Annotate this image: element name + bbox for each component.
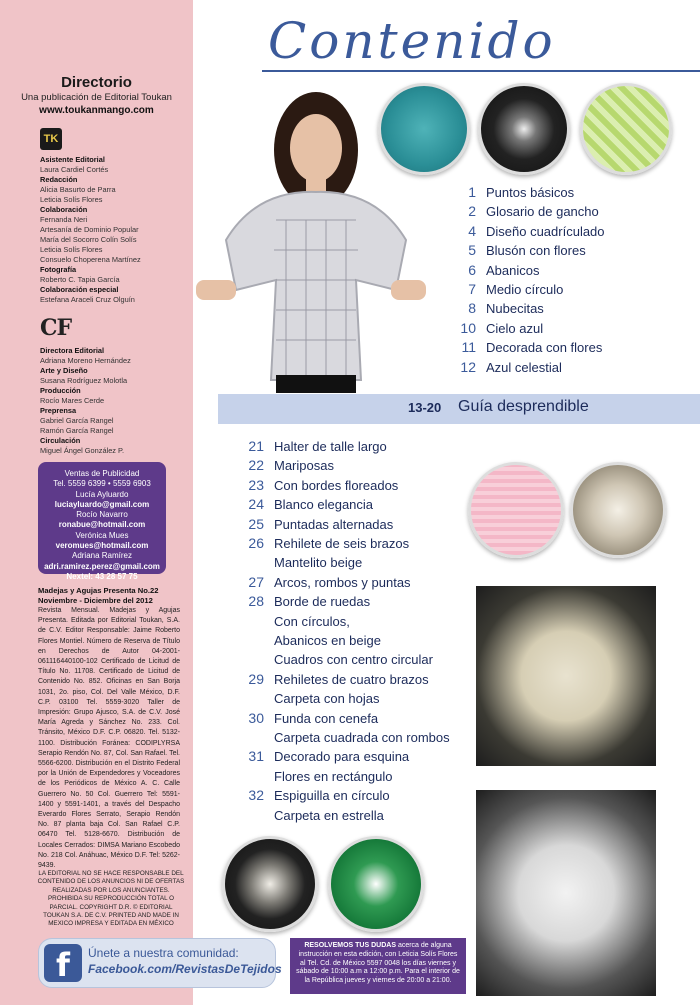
- ads-line: Ventas de Publicidad: [64, 469, 140, 478]
- staff-role: Asistente Editorial: [40, 155, 105, 164]
- staff-name: Laura Cardiel Cortés: [40, 165, 109, 174]
- swatch-teal: [378, 83, 470, 175]
- toc-page-number: 29: [248, 670, 264, 687]
- toc-title: Carpeta en estrella: [274, 807, 384, 823]
- toc-page-number: 12: [460, 358, 476, 375]
- staff-name: Ramón García Rangel: [40, 426, 114, 435]
- toc-title: Mantelito beige: [274, 555, 363, 571]
- ads-email[interactable]: adri.ramirez.perez@gmail.com: [44, 561, 160, 571]
- toc-title: Puntadas alternadas: [274, 516, 394, 532]
- ads-line: Nextel: 43 28 57 75: [66, 571, 138, 581]
- swatch-black-white: [478, 83, 570, 175]
- staff-role: Circulación: [40, 436, 81, 445]
- toc-title: Borde de ruedas: [274, 594, 371, 610]
- toc-title: Cuadros con centro circular: [274, 652, 433, 668]
- cf-logo: CF: [40, 315, 72, 341]
- toc-title: Glosario de gancho: [486, 204, 599, 220]
- swatch-round-doily: [222, 836, 318, 932]
- staff-role: Preprensa: [40, 406, 77, 415]
- toc-page-number: 25: [248, 515, 264, 532]
- toc-title: Mariposas: [274, 458, 334, 474]
- issue-date: Noviembre - Diciembre del 2012: [38, 595, 153, 605]
- doily-photo-1: [476, 586, 656, 766]
- ads-line: Lucía Ayluardo: [75, 489, 129, 499]
- facebook-line1: Únete a nuestra comunidad:: [88, 946, 239, 960]
- toc-title: Cielo azul: [486, 320, 544, 336]
- ads-line: Adriana Ramírez: [71, 551, 133, 561]
- page-title: Contenido: [268, 12, 556, 70]
- swatch-green-white: [328, 836, 424, 932]
- staff-name: Susana Rodríguez Molotla: [40, 376, 128, 385]
- toc-title: Blusón con flores: [486, 243, 586, 259]
- staff-name: Leticia Solís Flores: [40, 195, 103, 204]
- arm-right: [391, 280, 426, 300]
- toc-page-number: 7: [468, 281, 476, 297]
- toc-title: Rehilete de seis brazos: [274, 536, 410, 551]
- arm-left: [196, 280, 236, 300]
- face-shape: [290, 114, 342, 182]
- staff-name: Fernanda Neri: [40, 215, 88, 224]
- title-underline: [262, 70, 700, 72]
- directory-title: Directorio: [61, 74, 132, 91]
- toc-page-number: 24: [248, 496, 264, 513]
- ads-email[interactable]: luciayluardo@gmail.com: [54, 499, 150, 509]
- guide-label[interactable]: Guía desprendible: [458, 398, 589, 415]
- help-title: RESOLVEMOS TUS DUDAS: [304, 942, 396, 949]
- issue-info: [38, 586, 180, 605]
- guide-number: 13-20: [408, 400, 442, 415]
- staff-name: Miguel Ángel González P.: [40, 446, 125, 455]
- disclaimer-text: LA EDITORIAL NO SE HACE RESPONSABLE DEL CONTENIDO DE LOS ANUNCIOS NI DE OFERTAS REALIZADAS POR LOS ANUNCIANTES. PROHIBIDA SU REPRODUCCIÓN TOTAL O PARCIAL. COPYRIGHT D.R. © EDITORIAL TOUKAN S.A. DE C.V. PRINTED AND MADE IN MEXICO IMPRESA Y EDITADA EN MÉXICO: [37, 870, 185, 928]
- staff-role: Directora Editorial: [40, 346, 105, 355]
- staff-role: Producción: [40, 386, 81, 395]
- toc-page-number: 23: [248, 476, 264, 493]
- toc-title: Funda con cenefa: [274, 710, 379, 726]
- legal-text: Revista Mensual. Madejas y Agujas Presenta. Editada por Editorial Toukan, S.A. de C.V. Editor Responsable: Jaime Roberto Flores Montiel. Número de Reserva de Título en Derechos de Autor 04-2001-061116440100-102 Certificado de Licitud de Título No. 11708. Certificado de Licitud de Contenido No. 852. Oficinas en San Borja 1031, 2o. piso, Col. Del Valle México, D.F. C.P. 03100 Tel. 5559-3020 Taller de Impresión: Grupo Ajusco, S.A. de C.V. José María Agreda y Sánchez No. 233. Col. Tránsito, México D.F. C.P. 06820. Tel. 5132-1100. Distribución Foránea: CODIPLYRSA Serapio Rendón No. 87, Col. San Rafael. Tel. 5566-6200. Distribución en el Distrito Federal por la Unión de Expendedores y Voceadores de los Periódicos de México A. C. Calle Guerrero No. 50 Col. Guerrero Tel: 5591-1400 y 5591-1401, a través del Despacho Everardo Flores Serrato, Serapio Rendón No. 87 planta baja Col. San Rafael C.P. 06470 Tel. 5128-6670. Distribución de Locales Cerrados: DIMSA Mariano Escobedo No. 218 Col. Anáhuac, México D.F. Tel: 5262-9439.: [38, 607, 180, 870]
- toc-page-number: 27: [248, 573, 264, 590]
- toc-title: Rehiletes de cuatro brazos: [274, 671, 429, 687]
- toc-title: Medio círculo: [486, 282, 564, 297]
- ads-line: Rocío Navarro: [76, 510, 128, 520]
- swatch-doily: [570, 462, 666, 558]
- ads-line: Verónica Mues: [75, 530, 129, 540]
- toukan-logo: TK: [40, 128, 62, 150]
- staff-role: Colaboración especial: [40, 285, 119, 294]
- issue-number: Madejas y Agujas Presenta No.22: [38, 586, 159, 595]
- staff-name: Adriana Moreno Hernández: [40, 356, 131, 365]
- toc-page-number: 31: [248, 748, 264, 765]
- toc-page-number: 8: [468, 300, 476, 317]
- toc-title: Diseño cuadrículado: [486, 223, 605, 239]
- toc-title: Espiguilla en círculo: [274, 788, 390, 804]
- toc-page-number: 6: [468, 261, 476, 278]
- toc-title: Decorada con flores: [486, 340, 603, 356]
- toc-page-number: 10: [460, 319, 476, 336]
- staff-name: Roberto C. Tapia García: [40, 275, 120, 284]
- toc-title: Nubecitas: [486, 301, 544, 317]
- toc-page-number: 22: [248, 457, 264, 474]
- staff-name: Consuelo Choperena Martínez: [40, 255, 141, 264]
- staff-name: Leticia Solís Flores: [40, 245, 103, 254]
- staff-list-2: [40, 346, 190, 456]
- toc-title: Carpeta cuadrada con rombos: [274, 730, 450, 745]
- toc-title: Abanicos: [486, 262, 540, 278]
- toc-page-number: 32: [248, 787, 264, 804]
- facebook-link[interactable]: Facebook.com/RevistasDeTejidos: [88, 962, 282, 976]
- help-text: acerca de alguna instrucción en esta edición, con Leticia Solís Flores al Tel. Cd. de México 5597 0048 los días viernes y sábado de 10:00 a.m a 12:00 p.m. Para el interior de la República jueves y viernes de 20:00 a 21:00.: [296, 942, 460, 985]
- staff-name: Alicia Basurto de Parra: [40, 185, 116, 194]
- staff-role: Arte y Diseño: [40, 366, 88, 375]
- toc-title: Flores en rectángulo: [274, 768, 393, 784]
- toc-title: Puntos básicos: [486, 185, 575, 200]
- staff-list-1: [40, 155, 190, 305]
- help-box: [290, 938, 466, 994]
- toc-title: Halter de talle largo: [274, 439, 387, 454]
- directory-subtitle: Una publicación de Editorial Toukan: [21, 92, 172, 103]
- staff-role: Fotografía: [40, 265, 77, 274]
- toc-page-number: 11: [461, 339, 476, 356]
- staff-name: Gabriel García Rangel: [40, 416, 114, 425]
- toc-title: Blanco elegancia: [274, 497, 374, 513]
- swatch-green: [580, 83, 672, 175]
- toc-title: Con bordes floreados: [274, 477, 399, 493]
- staff-name: María del Socorro Colín Solís: [40, 235, 137, 244]
- skirt-shape: [276, 375, 356, 393]
- toc-title: Abanicos en beige: [274, 633, 381, 648]
- facebook-icon[interactable]: f: [44, 944, 82, 982]
- toc-title: Decorado para esquina: [274, 749, 410, 765]
- toc-title: Carpeta con hojas: [274, 691, 380, 707]
- staff-name: Estefana Araceli Cruz Olguín: [40, 295, 135, 304]
- staff-role: Redacción: [40, 175, 78, 184]
- staff-name: Rocío Mares Cerde: [40, 396, 105, 405]
- toc-page-number: 26: [248, 535, 264, 551]
- toc-page-number: 4: [468, 222, 476, 239]
- ads-line: Tel. 5559 6399 • 5559 6903: [53, 479, 151, 489]
- staff-role: Colaboración: [40, 205, 88, 214]
- toc-page-number: 28: [248, 593, 264, 610]
- toc-page-number: 1: [468, 184, 476, 200]
- toc-page-number: 5: [468, 242, 476, 259]
- staff-name: Artesanía de Dominio Popular: [40, 225, 139, 234]
- toc-title: Con círculos,: [274, 613, 350, 629]
- ads-email[interactable]: ronabue@hotmail.com: [58, 520, 146, 530]
- toc-title: Arcos, rombos y puntas: [274, 574, 411, 590]
- toc-title: Azul celestial: [486, 359, 562, 375]
- toc-page-number: 30: [248, 709, 264, 726]
- toc-page-number: 21: [248, 438, 264, 454]
- toc-page-number: 2: [468, 203, 476, 220]
- advertising-box: [38, 462, 166, 581]
- directory-url[interactable]: www.toukanmango.com: [39, 105, 154, 116]
- swatch-pink: [468, 462, 564, 558]
- doily-photo-2: [476, 790, 656, 996]
- ads-email[interactable]: veromues@hotmail.com: [55, 541, 149, 551]
